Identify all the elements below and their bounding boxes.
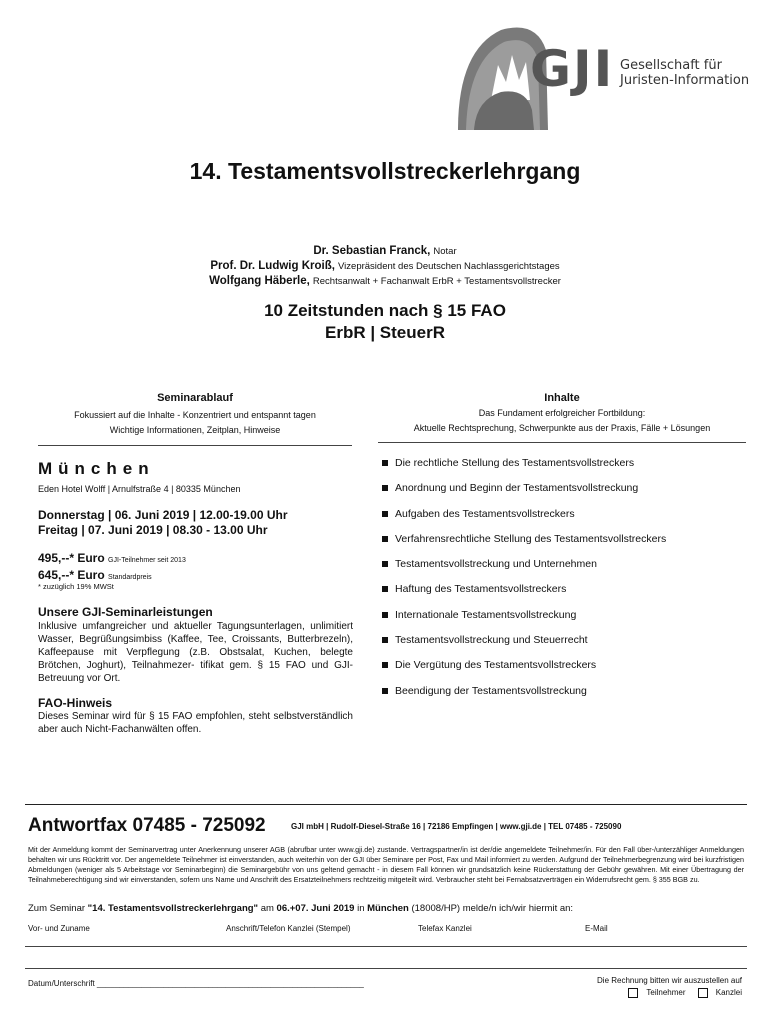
bullet-square-icon <box>382 536 388 542</box>
register-seminar: "14. Testamentsvollstreckerlehrgang" <box>87 903 259 914</box>
services-heading: Unsere GJI-Seminarleistungen <box>38 605 213 619</box>
topic-label: Die rechtliche Stellung des Testamentsvollstreckers <box>395 457 635 469</box>
list-item <box>380 659 750 684</box>
date-1: Donnerstag | 06. Juni 2019 | 12.00-19.00 Uhr <box>38 508 288 522</box>
invoice-choices <box>560 987 742 999</box>
address-field-label[interactable]: Anschrift/Telefon Kanzlei (Stempel) <box>226 924 351 933</box>
topic-label: Aufgaben des Testamentsvollstreckers <box>395 507 575 520</box>
right-column-header <box>378 392 746 436</box>
fao-heading: FAO-Hinweis <box>38 696 113 710</box>
fax-field-label[interactable]: Telefax Kanzlei <box>418 924 472 933</box>
inhalte-heading: Inhalte <box>544 392 580 404</box>
list-item <box>380 533 750 558</box>
fax-heading: Antwortfax 07485 - 725092 <box>28 815 266 836</box>
bullet-square-icon <box>382 460 388 466</box>
register-text: in <box>354 903 368 914</box>
form-line <box>25 968 747 969</box>
seminarablauf-sub-1: Fokussiert auf die Inhalte - Konzentriert und entspannt tagen <box>74 410 316 420</box>
bullet-square-icon <box>382 637 388 643</box>
invoice-options <box>560 975 742 999</box>
register-text: am <box>258 903 277 914</box>
seminarablauf-heading: Seminarablauf <box>157 392 233 404</box>
price-note: Standardpreis <box>108 574 152 581</box>
list-item <box>380 457 750 482</box>
participant-checkbox[interactable] <box>628 988 638 998</box>
vat-note: * zuzüglich 19% MWSt <box>38 582 114 591</box>
logo-tagline <box>620 58 749 88</box>
seminarablauf-sub-2: Wichtige Informationen, Zeitplan, Hinweise <box>109 425 281 435</box>
register-city: München <box>367 903 409 914</box>
list-item <box>380 482 750 507</box>
list-item <box>380 583 750 608</box>
fao-text: Dieses Seminar wird für § 15 FAO empfohlen, steht selbstverständlich aber auch Nicht-Fachanwälten offen. <box>38 711 353 735</box>
speaker-name: Prof. Dr. Ludwig Kroiß, <box>210 260 335 272</box>
topic-label: Verfahrensrechtliche Stellung des Testamentsvollstreckers <box>395 532 667 545</box>
inhalte-sub-1: Das Fundament erfolgreicher Fortbildung: <box>478 408 646 418</box>
price-value: 645,--* Euro <box>38 568 105 582</box>
topics-list <box>380 457 750 710</box>
speaker-role: Notar <box>433 246 457 257</box>
list-item <box>380 508 750 533</box>
price-note: GJI-Teilnehmer seit 2013 <box>108 557 186 564</box>
venue: Eden Hotel Wolff | Arnulfstraße 4 | 80335 München <box>38 484 241 494</box>
left-column-header <box>38 392 352 438</box>
bullet-square-icon <box>382 688 388 694</box>
firm-checkbox[interactable] <box>698 988 708 998</box>
invoice-label: Die Rechnung bitten wir auszustellen auf <box>597 976 742 985</box>
logo-tagline-1: Gesellschaft für <box>620 58 722 73</box>
hours-line: 10 Zeitstunden nach § 15 FAO <box>264 301 506 320</box>
bullet-square-icon <box>382 485 388 491</box>
signature-field[interactable]: Datum/Unterschrift ____________________________________________________________ <box>28 979 364 988</box>
logo-tagline-2: Juristen-Information <box>620 73 750 88</box>
bullet-square-icon <box>382 586 388 592</box>
registration-line <box>28 903 573 914</box>
divider <box>25 804 747 805</box>
company-address: GJI mbH | Rudolf-Diesel-Straße 16 | 72186 Empfingen | www.gji.de | TEL 07485 - 725090 <box>291 822 622 831</box>
register-text: Zum Seminar <box>28 903 88 914</box>
speaker-3 <box>0 274 770 289</box>
areas-line: ErbR | SteuerR <box>324 323 445 342</box>
speaker-name: Wolfgang Häberle, <box>209 275 310 287</box>
list-item <box>380 634 750 659</box>
logo-letters: GJI <box>530 40 615 98</box>
topic-label: Anordnung und Beginn der Testamentsvollstreckung <box>395 482 639 495</box>
bullet-square-icon <box>382 662 388 668</box>
bullet-square-icon <box>382 511 388 517</box>
form-line <box>25 946 747 947</box>
price-value: 495,--* Euro <box>38 551 105 565</box>
topic-label: Haftung des Testamentsvollstreckers <box>395 583 567 596</box>
topic-label: Testamentsvollstreckung und Unternehmen <box>395 558 597 571</box>
topic-label: Testamentsvollstreckung und Steuerrecht <box>395 634 588 647</box>
speaker-name: Dr. Sebastian Franck, <box>313 245 431 257</box>
hours-block <box>0 300 770 344</box>
bullet-square-icon <box>382 561 388 567</box>
name-field-label[interactable]: Vor- und Zuname <box>28 924 90 933</box>
page-title: 14. Testamentsvollstreckerlehrgang <box>189 158 581 184</box>
topic-label: Die Vergütung des Testamentsvollstreckers <box>395 659 597 672</box>
divider <box>38 445 352 446</box>
inhalte-sub-2: Aktuelle Rechtsprechung, Schwerpunkte aus der Praxis, Fälle + Lösungen <box>413 423 711 433</box>
list-item <box>380 609 750 634</box>
speakers <box>0 244 770 289</box>
email-field-label[interactable]: E-Mail <box>585 924 608 933</box>
date-2: Freitag | 07. Juni 2019 | 08.30 - 13.00 Uhr <box>38 523 268 537</box>
bullet-square-icon <box>382 612 388 618</box>
participant-label: Teilnehmer <box>646 988 686 997</box>
register-text: (18008/HP) melde/n ich/wir hiermit an: <box>408 903 574 914</box>
topic-label: Beendigung der Testamentsvollstreckung <box>395 684 587 697</box>
speaker-1 <box>0 244 770 259</box>
dates <box>38 508 288 538</box>
topic-label: Internationale Testamentsvollstreckung <box>395 608 577 621</box>
speaker-2 <box>0 259 770 274</box>
firm-label: Kanzlei <box>715 988 742 997</box>
speaker-role: Rechtsanwalt + Fachanwalt ErbR + Testamentsvollstrecker <box>312 276 561 287</box>
register-dates: 06.+07. Juni 2019 <box>276 903 355 914</box>
prices <box>38 551 186 585</box>
list-item <box>380 685 750 710</box>
city-heading: München <box>38 459 155 478</box>
divider <box>378 442 746 443</box>
terms-text: Mit der Anmeldung kommt der Seminarvertrag unter Anerkennung unserer AGB (abrufbar unter www.gji.de) zustande. Vertragspartner/in ist der/die angemeldete Teilnehmer/in. Für den Fall über-/unterzähliger Anmeldungen behalten wir uns Rücktritt vor. Der angemeldete Teilnehmer ist einverstanden, auch weiterhin von der GJI über Seminare per Post, Fax und Mail informiert zu werden. Aufgrund der Teilnehmerbegrenzung wird bei kurzfristigen Abmeldungen (weniger als 5 Arbeitstage vor Seminarbeginn) die Seminargebühr von uns geltend gemacht - in diesem Fall können wir grundsätzlich keine Rückerstattung der Gebühr gewähren. Mit einer Übertragung der Teilnahmeberechtigung sind wir einverstanden, sofern uns Name und Anschrift des Ersatzteilnehmers rechtzeitig mitgeteilt wird. Verbraucher steht bei Fernabsatzverträgen ein Widerrufsrecht gem. § 355 BGB zu. <box>28 845 744 884</box>
speaker-role: Vizepräsident des Deutschen Nachlassgerichtstages <box>338 261 560 272</box>
price-1 <box>38 551 186 568</box>
list-item <box>380 558 750 583</box>
services-text: Inklusive umfangreicher und aktueller Tagungsunterlagen, unlimitiert Wasser, Begrüßungsimbiss (Kaffee, Tee, Croissants, Butterbrezeln), Kaffeepause mit Verpflegung (z.B. Obstsalat, Kuchen, belegte Brötchen, Joghurt), Teilnahmezer- tifikat gem. § 15 FAO und GJI-Betreuung vor Ort. <box>38 621 353 684</box>
